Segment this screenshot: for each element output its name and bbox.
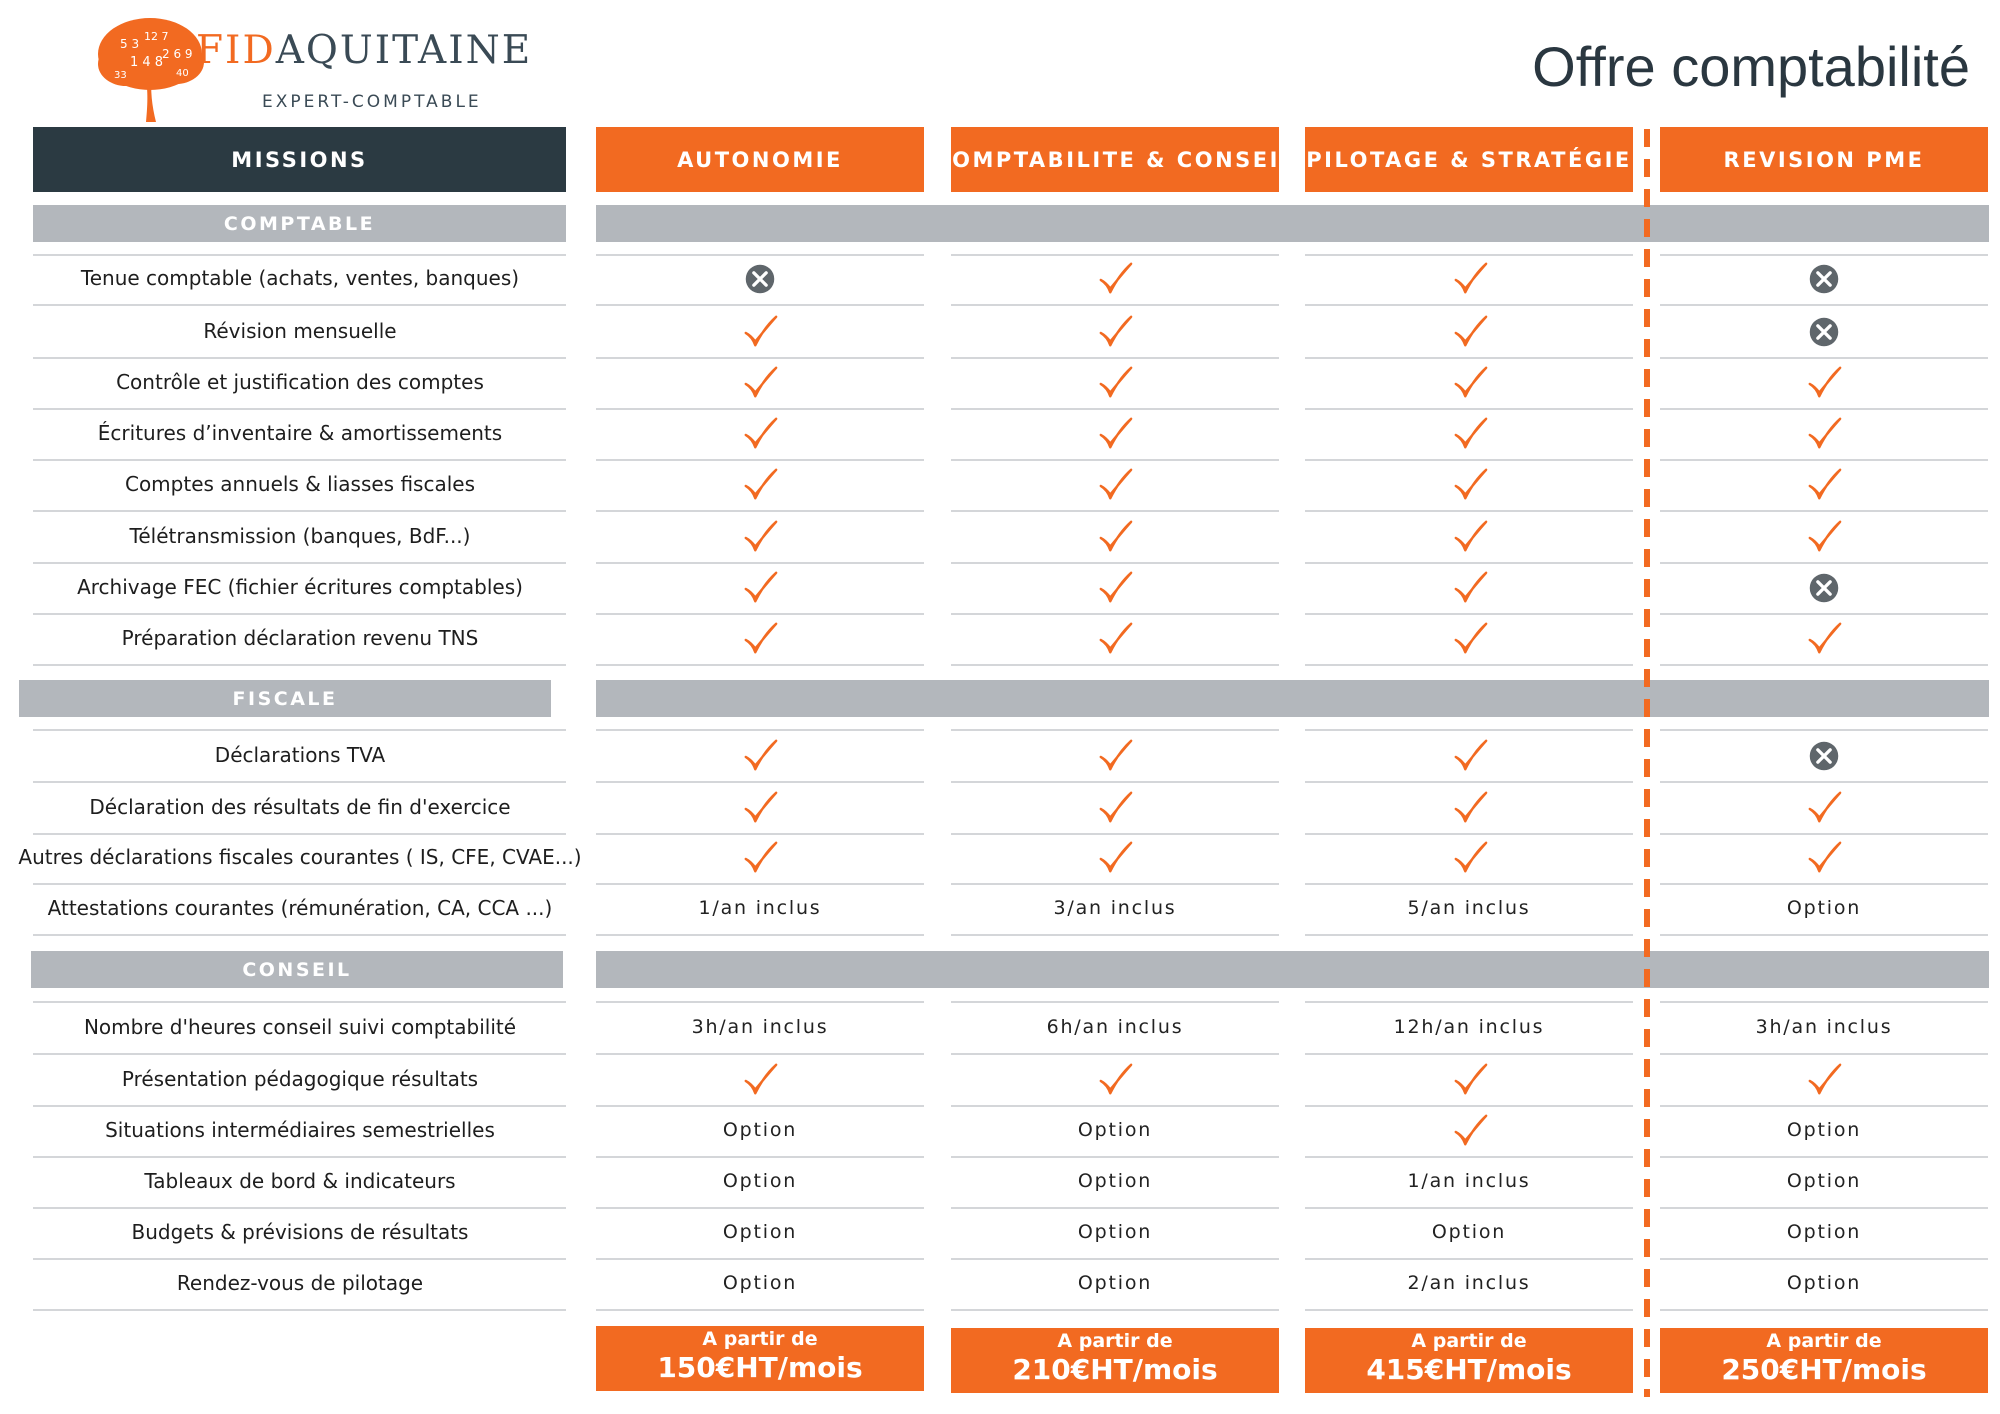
row-label: Révision mensuelle xyxy=(203,319,397,343)
cell-divider-line xyxy=(1660,408,1988,410)
svg-text:5 3: 5 3 xyxy=(120,37,140,51)
header-plan-pilotage-strategie: PILOTAGE & STRATÉGIE xyxy=(1305,127,1633,192)
section-top-line xyxy=(596,1001,924,1003)
cell-divider-line xyxy=(1660,934,1988,936)
section-top-line xyxy=(1305,254,1633,256)
section-comptable-bar xyxy=(596,205,1989,242)
check-icon xyxy=(741,569,779,607)
row-divider-line xyxy=(33,1258,566,1260)
check-icon xyxy=(1096,466,1134,504)
check-icon xyxy=(1451,364,1489,402)
check-icon xyxy=(1096,839,1134,877)
cell-divider-line xyxy=(1660,1258,1988,1260)
row-divider-line xyxy=(33,1207,566,1209)
section-top-line xyxy=(1305,1001,1633,1003)
cell-divider-line xyxy=(951,304,1279,306)
cell-value: Option xyxy=(1077,1170,1153,1192)
section-conseil-bar xyxy=(596,951,1989,988)
row-label: Déclaration des résultats de fin d'exercice xyxy=(89,795,511,819)
section-fiscale-bar xyxy=(596,680,1989,717)
cell-divider-line xyxy=(1660,357,1988,359)
cell-divider-line xyxy=(1305,357,1633,359)
row-label: Déclarations TVA xyxy=(214,743,386,767)
header-plan-autonomie: AUTONOMIE xyxy=(596,127,924,192)
section-comptable: COMPTABLE xyxy=(33,205,566,242)
section-top-line xyxy=(1660,254,1988,256)
row-label: Attestations courantes (rémunération, CA, CCA ...) xyxy=(47,896,553,920)
cell-divider-line xyxy=(951,510,1279,512)
cell-divider-line xyxy=(596,1258,924,1260)
cell-value: Option xyxy=(1077,1119,1153,1141)
logo-tree-icon xyxy=(90,14,210,122)
x-circle-icon xyxy=(1805,737,1843,775)
cell-divider-line xyxy=(1305,1053,1633,1055)
header-plan-revision-pme: REVISION PME xyxy=(1660,127,1988,192)
price-autonomie xyxy=(596,1326,924,1391)
cell-value: 5/an inclus xyxy=(1407,897,1531,919)
row-divider-line xyxy=(33,883,566,885)
cell-divider-line xyxy=(596,664,924,666)
cell-divider-line xyxy=(1305,1207,1633,1209)
cell-value: 1/an inclus xyxy=(698,897,822,919)
row-divider-line xyxy=(33,408,566,410)
section-top-line xyxy=(33,254,566,256)
check-icon xyxy=(1451,518,1489,556)
price-amount: 210€HT/mois xyxy=(1012,1353,1218,1386)
check-icon xyxy=(1096,1061,1134,1099)
cell-divider-line xyxy=(951,833,1279,835)
cell-value: Option xyxy=(1786,897,1862,919)
check-icon xyxy=(741,620,779,658)
check-icon xyxy=(741,789,779,827)
cell-divider-line xyxy=(1305,510,1633,512)
section-top-line xyxy=(596,254,924,256)
cell-value: Option xyxy=(1431,1221,1507,1243)
cell-divider-line xyxy=(596,304,924,306)
row-divider-line xyxy=(33,664,566,666)
check-icon xyxy=(1451,313,1489,351)
cell-divider-line xyxy=(1305,1105,1633,1107)
cell-divider-line xyxy=(596,883,924,885)
section-top-line xyxy=(1660,1001,1988,1003)
check-icon xyxy=(741,1061,779,1099)
svg-text:33: 33 xyxy=(114,70,127,81)
check-icon xyxy=(1805,1061,1843,1099)
check-icon xyxy=(1451,415,1489,453)
row-divider-line xyxy=(33,357,566,359)
row-divider-line xyxy=(33,934,566,936)
cell-value: Option xyxy=(1786,1272,1862,1294)
brand-name-part2: AQUITAINE xyxy=(275,28,533,73)
cell-value: 1/an inclus xyxy=(1407,1170,1531,1192)
section-fiscale: FISCALE xyxy=(19,680,551,717)
price-from: A partir de xyxy=(702,1328,818,1350)
cell-divider-line xyxy=(596,934,924,936)
check-icon xyxy=(1805,620,1843,658)
row-label: Rendez-vous de pilotage xyxy=(176,1271,424,1295)
section-top-line xyxy=(951,1001,1279,1003)
row-label: Archivage FEC (fichier écritures comptables) xyxy=(77,575,523,599)
cell-divider-line xyxy=(951,883,1279,885)
row-divider-line xyxy=(33,304,566,306)
brand-name-part1: FID xyxy=(196,28,276,73)
cell-divider-line xyxy=(1305,408,1633,410)
price-amount: 150€HT/mois xyxy=(657,1351,863,1384)
check-icon xyxy=(1096,364,1134,402)
check-icon xyxy=(1451,620,1489,658)
cell-divider-line xyxy=(1305,934,1633,936)
check-icon xyxy=(1805,839,1843,877)
cell-divider-line xyxy=(951,1156,1279,1158)
cell-divider-line xyxy=(1660,562,1988,564)
cell-value: Option xyxy=(1786,1170,1862,1192)
cell-divider-line xyxy=(951,1053,1279,1055)
check-icon xyxy=(1096,313,1134,351)
cell-value: 6h/an inclus xyxy=(1046,1016,1184,1038)
row-label: Autres déclarations fiscales courantes ( IS, CFE, CVAE...) xyxy=(18,845,582,869)
row-divider-line xyxy=(33,459,566,461)
check-icon xyxy=(1805,518,1843,556)
cell-value: Option xyxy=(1077,1272,1153,1294)
cell-divider-line xyxy=(596,1156,924,1158)
row-divider-line xyxy=(33,510,566,512)
cell-divider-line xyxy=(1305,562,1633,564)
cell-divider-line xyxy=(1305,833,1633,835)
cell-value: Option xyxy=(722,1119,798,1141)
check-icon xyxy=(741,518,779,556)
row-divider-line xyxy=(33,613,566,615)
check-icon xyxy=(741,313,779,351)
cell-divider-line xyxy=(1305,1258,1633,1260)
check-icon xyxy=(1805,466,1843,504)
cell-divider-line xyxy=(951,408,1279,410)
section-top-line xyxy=(33,1001,566,1003)
x-circle-icon xyxy=(1805,569,1843,607)
row-label: Contrôle et justification des comptes xyxy=(116,370,484,394)
check-icon xyxy=(1096,415,1134,453)
cell-divider-line xyxy=(1660,613,1988,615)
check-icon xyxy=(1805,415,1843,453)
cell-divider-line xyxy=(1305,781,1633,783)
cell-divider-line xyxy=(951,664,1279,666)
row-label: Nombre d'heures conseil suivi comptabilité xyxy=(83,1015,517,1039)
section-top-line xyxy=(596,729,924,731)
brand-subtitle: EXPERT-COMPTABLE xyxy=(262,92,482,112)
check-icon xyxy=(1451,839,1489,877)
cell-divider-line xyxy=(596,357,924,359)
cell-divider-line xyxy=(1660,1207,1988,1209)
check-icon xyxy=(1451,1061,1489,1099)
x-circle-icon xyxy=(1805,313,1843,351)
row-label: Tableaux de bord & indicateurs xyxy=(144,1169,456,1193)
row-divider-line xyxy=(33,833,566,835)
section-top-line xyxy=(951,254,1279,256)
check-icon xyxy=(1451,260,1489,298)
cell-value: Option xyxy=(1077,1221,1153,1243)
cell-divider-line xyxy=(1660,1053,1988,1055)
cell-divider-line xyxy=(596,1105,924,1107)
svg-text:40: 40 xyxy=(176,68,189,79)
column-divider xyxy=(1644,129,1650,1397)
cell-value: 3/an inclus xyxy=(1053,897,1177,919)
section-top-line xyxy=(1660,729,1988,731)
cell-divider-line xyxy=(951,934,1279,936)
check-icon xyxy=(1805,364,1843,402)
cell-divider-line xyxy=(1305,664,1633,666)
cell-divider-line xyxy=(951,1207,1279,1209)
section-top-line xyxy=(1305,729,1633,731)
cell-divider-line xyxy=(951,459,1279,461)
section-top-line xyxy=(951,729,1279,731)
check-icon xyxy=(741,466,779,504)
check-icon xyxy=(1096,260,1134,298)
cell-value: 12h/an inclus xyxy=(1393,1016,1545,1038)
cell-divider-line xyxy=(1660,459,1988,461)
cell-divider-line xyxy=(951,1258,1279,1260)
cell-divider-line xyxy=(1305,304,1633,306)
cell-divider-line xyxy=(1660,833,1988,835)
cell-divider-line xyxy=(1660,883,1988,885)
cell-value: 3h/an inclus xyxy=(691,1016,829,1038)
check-icon xyxy=(741,364,779,402)
cell-value: 3h/an inclus xyxy=(1755,1016,1893,1038)
row-divider-line xyxy=(33,1105,566,1107)
price-pilotage-strategie xyxy=(1305,1328,1633,1393)
cell-divider-line xyxy=(951,613,1279,615)
check-icon xyxy=(1451,466,1489,504)
cell-divider-line xyxy=(951,1105,1279,1107)
cell-divider-line xyxy=(1305,1156,1633,1158)
svg-text:12 7: 12 7 xyxy=(144,30,169,43)
cell-divider-line xyxy=(1305,459,1633,461)
row-label: Situations intermédiaires semestrielles xyxy=(105,1118,495,1142)
section-conseil: CONSEIL xyxy=(31,951,563,988)
cell-value: Option xyxy=(1786,1119,1862,1141)
cell-value: Option xyxy=(722,1170,798,1192)
row-label: Écritures d’inventaire & amortissements xyxy=(97,421,503,445)
page-title: Offre comptabilité xyxy=(1532,35,1970,98)
check-icon xyxy=(1451,1112,1489,1150)
cell-divider-line xyxy=(951,781,1279,783)
price-revision-pme xyxy=(1660,1328,1988,1393)
header-plan-comptabilite-conseil: COMPTABILITE & CONSEIL xyxy=(951,127,1279,192)
cell-divider-line xyxy=(596,459,924,461)
check-icon xyxy=(1451,737,1489,775)
cell-divider-line xyxy=(596,1053,924,1055)
check-icon xyxy=(1096,569,1134,607)
cell-divider-line xyxy=(596,562,924,564)
cell-divider-line xyxy=(596,1309,924,1311)
price-comptabilite-conseil xyxy=(951,1328,1279,1393)
price-from: A partir de xyxy=(1411,1330,1527,1352)
cell-divider-line xyxy=(596,833,924,835)
section-top-line xyxy=(33,729,566,731)
x-circle-icon xyxy=(741,260,779,298)
cell-divider-line xyxy=(1660,510,1988,512)
cell-divider-line xyxy=(596,510,924,512)
cell-value: Option xyxy=(722,1221,798,1243)
cell-divider-line xyxy=(951,357,1279,359)
cell-divider-line xyxy=(951,562,1279,564)
price-amount: 415€HT/mois xyxy=(1366,1353,1572,1386)
check-icon xyxy=(1096,789,1134,827)
row-label: Préparation déclaration revenu TNS xyxy=(121,626,479,650)
row-label: Budgets & prévisions de résultats xyxy=(131,1220,469,1244)
header-missions: MISSIONS xyxy=(33,127,566,192)
cell-divider-line xyxy=(1305,613,1633,615)
cell-value: Option xyxy=(722,1272,798,1294)
cell-divider-line xyxy=(1660,664,1988,666)
row-divider-line xyxy=(33,1053,566,1055)
check-icon xyxy=(1451,569,1489,607)
cell-divider-line xyxy=(1660,1105,1988,1107)
x-circle-icon xyxy=(1805,260,1843,298)
cell-divider-line xyxy=(1660,781,1988,783)
check-icon xyxy=(1096,620,1134,658)
cell-value: 2/an inclus xyxy=(1407,1272,1531,1294)
price-from: A partir de xyxy=(1057,1330,1173,1352)
row-label: Télétransmission (banques, BdF...) xyxy=(129,524,471,548)
cell-divider-line xyxy=(1305,1309,1633,1311)
row-divider-line xyxy=(33,1309,566,1311)
cell-divider-line xyxy=(596,1207,924,1209)
svg-text:1 4 8: 1 4 8 xyxy=(130,55,164,70)
cell-divider-line xyxy=(951,1309,1279,1311)
row-divider-line xyxy=(33,562,566,564)
check-icon xyxy=(741,839,779,877)
row-divider-line xyxy=(33,1156,566,1158)
row-label: Tenue comptable (achats, ventes, banques) xyxy=(80,266,520,290)
svg-text:2 6 9: 2 6 9 xyxy=(162,47,193,61)
price-from: A partir de xyxy=(1766,1330,1882,1352)
cell-divider-line xyxy=(596,408,924,410)
cell-divider-line xyxy=(1305,883,1633,885)
cell-divider-line xyxy=(1660,1156,1988,1158)
row-divider-line xyxy=(33,781,566,783)
cell-divider-line xyxy=(1660,304,1988,306)
cell-value: Option xyxy=(1786,1221,1862,1243)
row-label: Comptes annuels & liasses fiscales xyxy=(124,472,476,496)
check-icon xyxy=(1096,737,1134,775)
cell-divider-line xyxy=(596,613,924,615)
check-icon xyxy=(1451,789,1489,827)
brand-name xyxy=(196,28,532,73)
check-icon xyxy=(1096,518,1134,556)
cell-divider-line xyxy=(596,781,924,783)
price-amount: 250€HT/mois xyxy=(1721,1353,1927,1386)
check-icon xyxy=(741,415,779,453)
check-icon xyxy=(1805,789,1843,827)
cell-divider-line xyxy=(1660,1309,1988,1311)
check-icon xyxy=(741,737,779,775)
row-label: Présentation pédagogique résultats xyxy=(121,1067,479,1091)
